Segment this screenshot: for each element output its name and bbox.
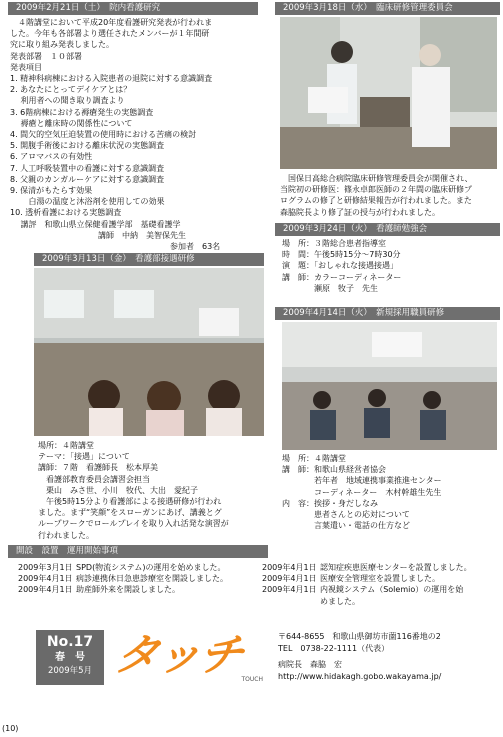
opening-item [18, 562, 258, 573]
new-staff-training-header: 2009年4月14日（火） 新規採用職員研修 [275, 307, 500, 320]
footer-director: 病院長 森脇 宏 [278, 660, 342, 669]
nursing-research-line: 究に取り組み発表しました。 [10, 40, 114, 50]
nursing-research-line: 4. 間欠的空気圧迫装置の使用時における苦痛の検討 [10, 130, 197, 140]
opening-item [262, 596, 502, 607]
reception-training-line: ループワークでロールプレイを取り入れ活発な演習が [38, 519, 229, 529]
training-committee-body [280, 173, 500, 218]
nursing-research-line: した。今年も各部署より選任されたメンバーが１年間研 [10, 29, 210, 39]
opening-text: 内視鏡システム（Solemio）の運用を始 [320, 585, 464, 595]
nursing-research-line: 講師 中納 美智保先生 [10, 230, 186, 240]
issue-number: No.17 [46, 634, 94, 650]
new-staff-training-photo [282, 322, 497, 450]
nursing-research-line: 10. 透析看護における実態調査 [10, 208, 122, 218]
reception-training-header: 2009年3月13日（金） 看護部接遇研修 [34, 253, 264, 266]
logo-sub-text: TOUCH [241, 676, 263, 683]
opening-item [18, 573, 258, 584]
nursing-research-line: ４階講堂において平成20年度看護研究発表が行われま [10, 18, 213, 27]
new-staff-training-line: 言葉遣い・電話の仕方など [282, 521, 410, 531]
footer-url[interactable]: http://www.hidakagh.gobo.wakayama.jp/ [278, 671, 442, 681]
opening-date: 2009年4月1日 [262, 574, 317, 584]
new-staff-training-line: 若年者 地域連携事業推進センター [282, 476, 442, 486]
opening-text: 病診連携休日急患診療室を開設しました。 [76, 574, 228, 584]
reception-training-line: 講師：７階 看護師長 松本厚美 [38, 463, 158, 473]
new-staff-training-line: 患者さんとの応対について [282, 510, 410, 520]
opening-text: 医療安全管理室を設置しました。 [320, 574, 440, 584]
new-staff-training-line: コーディネーター 木村幹雄生先生 [282, 487, 442, 497]
nursing-study-line: 瀬原 牧子 先生 [282, 283, 378, 293]
opening-item [262, 562, 502, 573]
nursing-research-line: 参加者 63名 [10, 242, 221, 252]
opening-text: めました。 [320, 596, 360, 606]
issue-season: 春 号 [55, 652, 85, 663]
reception-training-body [38, 440, 268, 541]
opening-text: 認知症疾患医療センターを設置しました。 [320, 563, 472, 572]
opening-item [262, 573, 502, 584]
reception-training-photo [34, 268, 264, 436]
reception-training-line: 午後5時15分より看護部による接遇研修が行われ [38, 497, 222, 507]
nursing-research-line: 発表項目 [10, 62, 42, 72]
nursing-research-line: 利用者への聞き取り調査より [10, 96, 125, 106]
footer-tel: TEL 0738-22-1111（代表） [278, 643, 390, 653]
footer-contact [278, 631, 500, 682]
nursing-research-line: 5. 開腹手術後における離床状況の実態調査 [10, 141, 165, 151]
footer-address: 〒644-8655 和歌山県御坊市薗116番地の2 [278, 632, 441, 641]
nursing-research-line: 褥瘡と離床時の関係性について [10, 118, 133, 128]
nursing-study-line: 演 題：「おしゃれな接遇接遇」 [282, 261, 398, 271]
new-staff-training-line: 場 所：４階講堂 [282, 454, 346, 463]
opening-date: 2009年3月1日 [18, 563, 73, 572]
reception-training-line: 看護部教育委員会講習会担当 [38, 474, 150, 484]
new-staff-training-line: 講 師：和歌山県経営者協会 [282, 465, 386, 475]
nursing-research-header: 2009年2月21日（土） 院内看護研究 [8, 2, 258, 15]
openings-left-list [18, 562, 258, 596]
training-committee-line: 国保日高総合病院臨床研修管理委員会が開催され、 [280, 174, 473, 183]
opening-text: SPD(物流システム)の運用を始めました。 [76, 563, 226, 572]
nursing-study-line: 時 間：午後5時15分～7時30分 [282, 250, 401, 260]
training-committee-line: 森脇院長より修了証の授与が行われました。 [280, 207, 440, 217]
nursing-research-line: 9. 保清がもたらす効果 [10, 186, 93, 196]
opening-text: 助産師外来を開設しました。 [76, 585, 180, 595]
nursing-study-line: 講 師：カラーコーディネーター [282, 272, 402, 282]
issue-date: 2009年5月 [47, 666, 93, 676]
training-committee-line: ログラムの修了と研修結果報告が行われました。また [280, 196, 472, 206]
opening-date: 2009年4月1日 [262, 563, 317, 572]
nursing-study-header: 2009年3月24日（火） 看護師勉強会 [275, 223, 500, 236]
nursing-research-line: 白湯の温度と沐浴剤を使用しての効果 [10, 197, 165, 207]
issue-box [36, 630, 104, 685]
training-committee-header: 2009年3月18日（水） 臨床研修管理委員会 [275, 2, 500, 15]
reception-training-line: 行われました。 [38, 530, 94, 540]
nursing-research-body [10, 17, 260, 252]
new-staff-training-line: 内 容：挨拶・身だしなみ [282, 498, 378, 508]
logo-text: タッチ [111, 630, 245, 681]
new-staff-training-body [282, 453, 497, 531]
nursing-research-line: 8. 父親のカンガルーケアに対する意識調査 [10, 174, 165, 184]
opening-date: 2009年4月1日 [18, 574, 73, 584]
nursing-research-line: 1. 精神科病棟における入院患者の退院に対する意識調査 [10, 74, 213, 84]
openings-header: 開設 設置 運用開始事項 [8, 545, 268, 558]
nursing-research-line: 7. 人工呼吸装置中の看護に対する意識調査 [10, 163, 165, 173]
reception-training-line: 場所：４階講堂 [38, 441, 94, 450]
touch-logo [111, 630, 265, 685]
reception-training-line: テーマ：「接遇」について [38, 452, 130, 462]
training-committee-line: 当院初の研修医：篠永卓郎医師の２年間の臨床研修プ [280, 185, 472, 195]
reception-training-line: ました。まず“笑顔”をスローガンにあげ、講義とグ [38, 508, 222, 518]
nursing-research-line: 講評 和歌山県立保健看護学部 基礎看護学 [10, 219, 181, 229]
reception-training-line: 栗山 みさ世、小川 牧代、大出 愛紀子 [38, 485, 198, 495]
nursing-research-line: 発表部署 １０部署 [10, 51, 82, 61]
openings-right-list [262, 562, 502, 607]
opening-date: 2009年4月1日 [18, 585, 73, 595]
nursing-research-line: 2. あなたにとってデイケアとは？ [10, 85, 132, 95]
nursing-study-line: 場 所：３階総合患者指導室 [282, 239, 386, 248]
opening-date: 2009年4月1日 [262, 585, 317, 595]
nursing-research-line: 6. アロマバスの有効性 [10, 152, 93, 162]
committee-photo [280, 17, 497, 169]
nursing-study-body [282, 238, 497, 294]
opening-item [18, 584, 258, 595]
nursing-research-line: 3. 6階病棟における褥瘡発生の実態調査 [10, 107, 154, 117]
page-number: (10) [2, 724, 19, 733]
opening-item [262, 584, 502, 595]
